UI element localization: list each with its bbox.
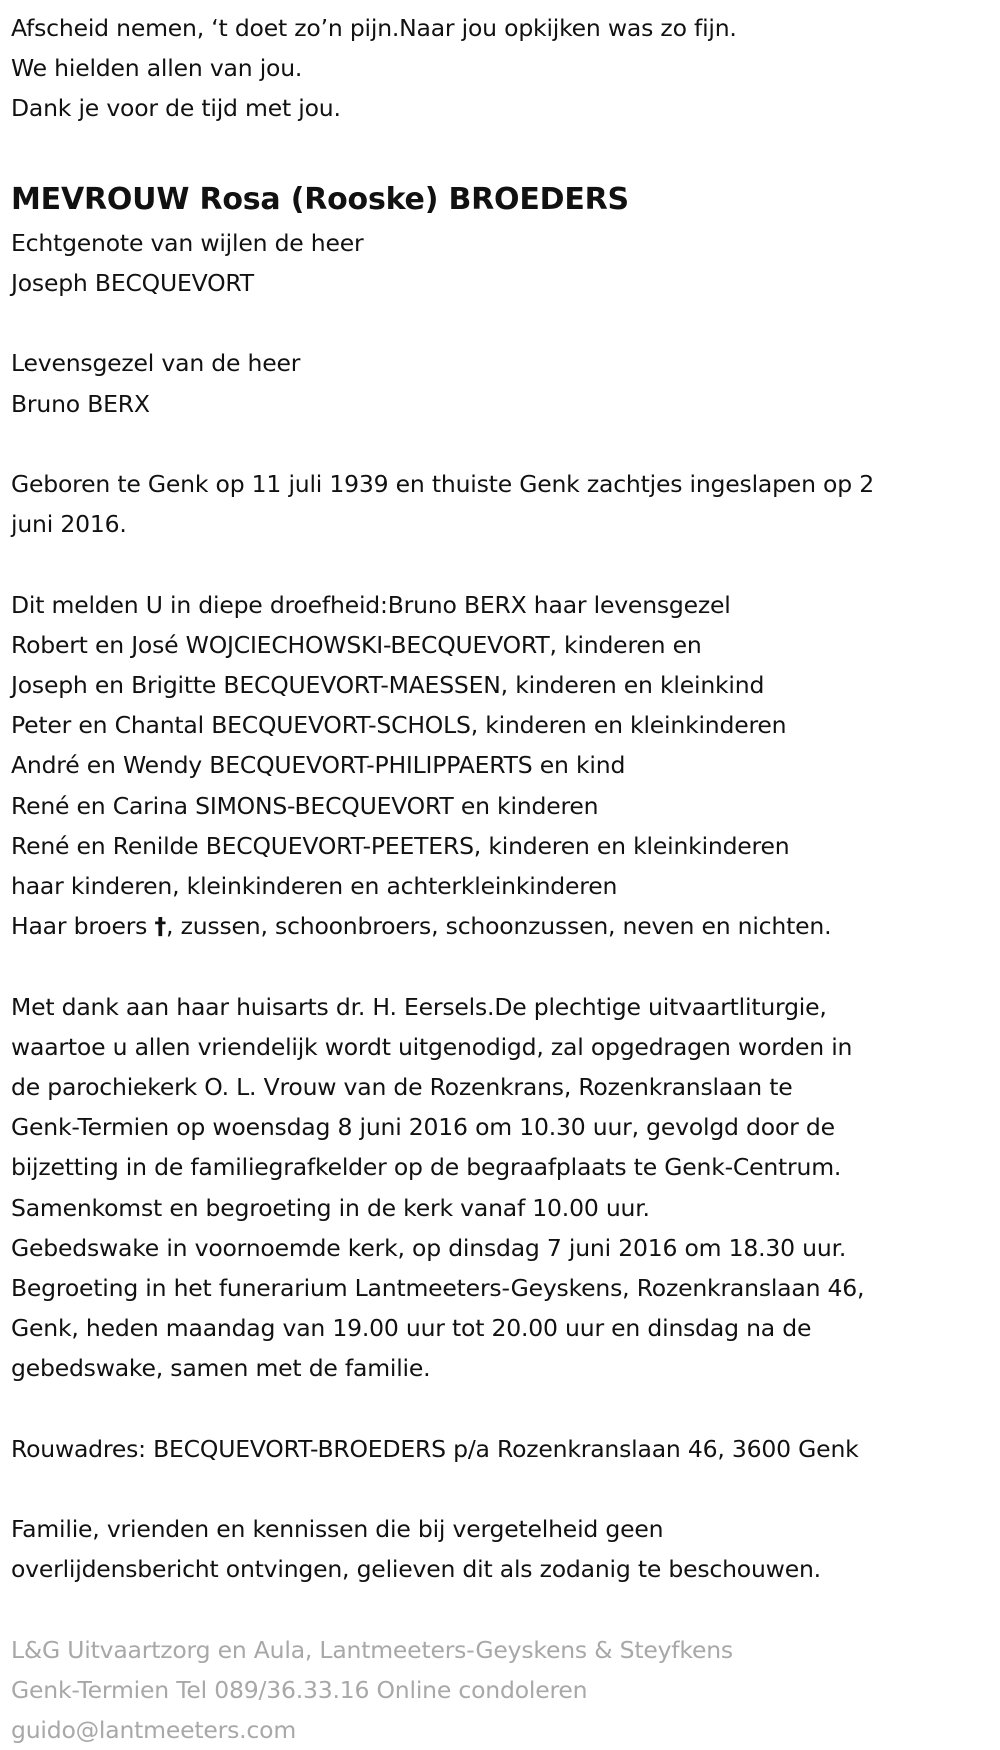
spouse-line: Joseph BECQUEVORT: [11, 269, 254, 297]
family-line: Dit melden U in diepe droefheid:Bruno BERX haar levensgezel: [11, 590, 731, 619]
poem: [11, 8, 1000, 129]
footer-email: guido@lantmeeters.com: [11, 1716, 297, 1745]
family-line: Joseph en Brigitte BECQUEVORT-MAESSEN, kinderen en kleinkind: [11, 670, 765, 699]
spouse: [11, 223, 1000, 303]
footer-line: L&G Uitvaartzorg en Aula, Lantmeeters-Geyskens & Steyfkens: [11, 1635, 733, 1664]
poem-line: We hielden allen van jou.: [11, 54, 303, 83]
spouse-line: Echtgenote van wijlen de heer: [11, 228, 364, 257]
family-line: René en Renilde BECQUEVORT-PEETERS, kinderen en kleinkinderen: [11, 831, 790, 860]
partner-line: Levensgezel van de heer: [11, 349, 301, 378]
cross-icon: †: [154, 912, 167, 941]
family-line: Robert en José WOJCIECHOWSKI-BECQUEVORT, kinderen en: [11, 630, 702, 659]
ceremony-line: bijzetting in de familiegrafkelder op de begraafplaats te Genk-Centrum.: [11, 1153, 842, 1182]
family-line: René en Carina SIMONS-BECQUEVORT en kinderen: [11, 791, 599, 820]
notice: [11, 1509, 1000, 1589]
ceremony-line: Samenkomst en begroeting in de kerk vanaf 10.00 uur.: [11, 1193, 650, 1222]
siblings-text: , zussen, schoonbroers, schoonzussen, neven en nichten.: [166, 912, 832, 941]
ceremony-line: Met dank aan haar huisarts dr. H. Eersels.De plechtige uitvaartliturgie,: [11, 992, 827, 1021]
family-line: André en Wendy BECQUEVORT-PHILIPPAERTS en kind: [11, 751, 626, 780]
poem-line: Afscheid nemen, ‘t doet zo’n pijn.Naar jou opkijken was zo fijn.: [11, 14, 737, 42]
ceremony-line: waartoe u allen vriendelijk wordt uitgenodigd, zal opgedragen worden in: [11, 1032, 853, 1061]
siblings-text: Haar broers: [11, 912, 155, 941]
poem-line: Dank je voor de tijd met jou.: [11, 94, 341, 123]
footer-line: Genk-Termien Tel 089/36.33.16 Online condoleren: [11, 1676, 588, 1704]
birth-death: [11, 464, 1000, 544]
ceremony-line: Genk, heden maandag van 19.00 uur tot 20.00 uur en dinsdag na de: [11, 1314, 812, 1343]
deceased-name: MEVROUW Rosa (Rooske) BROEDERS: [11, 181, 629, 217]
notice-line: Familie, vrienden en kennissen die bij vergetelheid geen: [11, 1515, 664, 1544]
mourning-address: Rouwadres: BECQUEVORT-BROEDERS p/a Rozenkranslaan 46, 3600 Genk: [11, 1434, 859, 1463]
family-line: Peter en Chantal BECQUEVORT-SCHOLS, kinderen en kleinkinderen: [11, 711, 787, 740]
ceremony-line: Genk-Termien op woensdag 8 juni 2016 om 10.30 uur, gevolgd door de: [11, 1113, 835, 1142]
ceremony-line: Gebedswake in voornoemde kerk, op dinsdag 7 juni 2016 om 18.30 uur.: [11, 1233, 847, 1262]
birth-line: Geboren te Genk op 11 juli 1939 en thuiste Genk zachtjes ingeslapen op 2: [11, 469, 874, 498]
funeral-home-footer: [11, 1630, 1000, 1750]
birth-line: juni 2016.: [11, 510, 127, 539]
family-line: haar kinderen, kleinkinderen en achterkleinkinderen: [11, 872, 618, 900]
notice-line: overlijdensbericht ontvingen, gelieven dit als zodanig te beschouwen.: [11, 1555, 821, 1584]
family-list: [11, 585, 1000, 947]
partner: [11, 343, 1000, 423]
partner-line: Bruno BERX: [11, 389, 150, 418]
ceremony-line: gebedswake, samen met de familie.: [11, 1354, 431, 1383]
ceremony-line: Begroeting in het funerarium Lantmeeters-Geyskens, Rozenkranslaan 46,: [11, 1274, 865, 1303]
ceremony-details: [11, 987, 1000, 1389]
siblings-line: [11, 906, 1000, 946]
ceremony-line: de parochiekerk O. L. Vrouw van de Rozenkrans, Rozenkranslaan te: [11, 1073, 793, 1101]
